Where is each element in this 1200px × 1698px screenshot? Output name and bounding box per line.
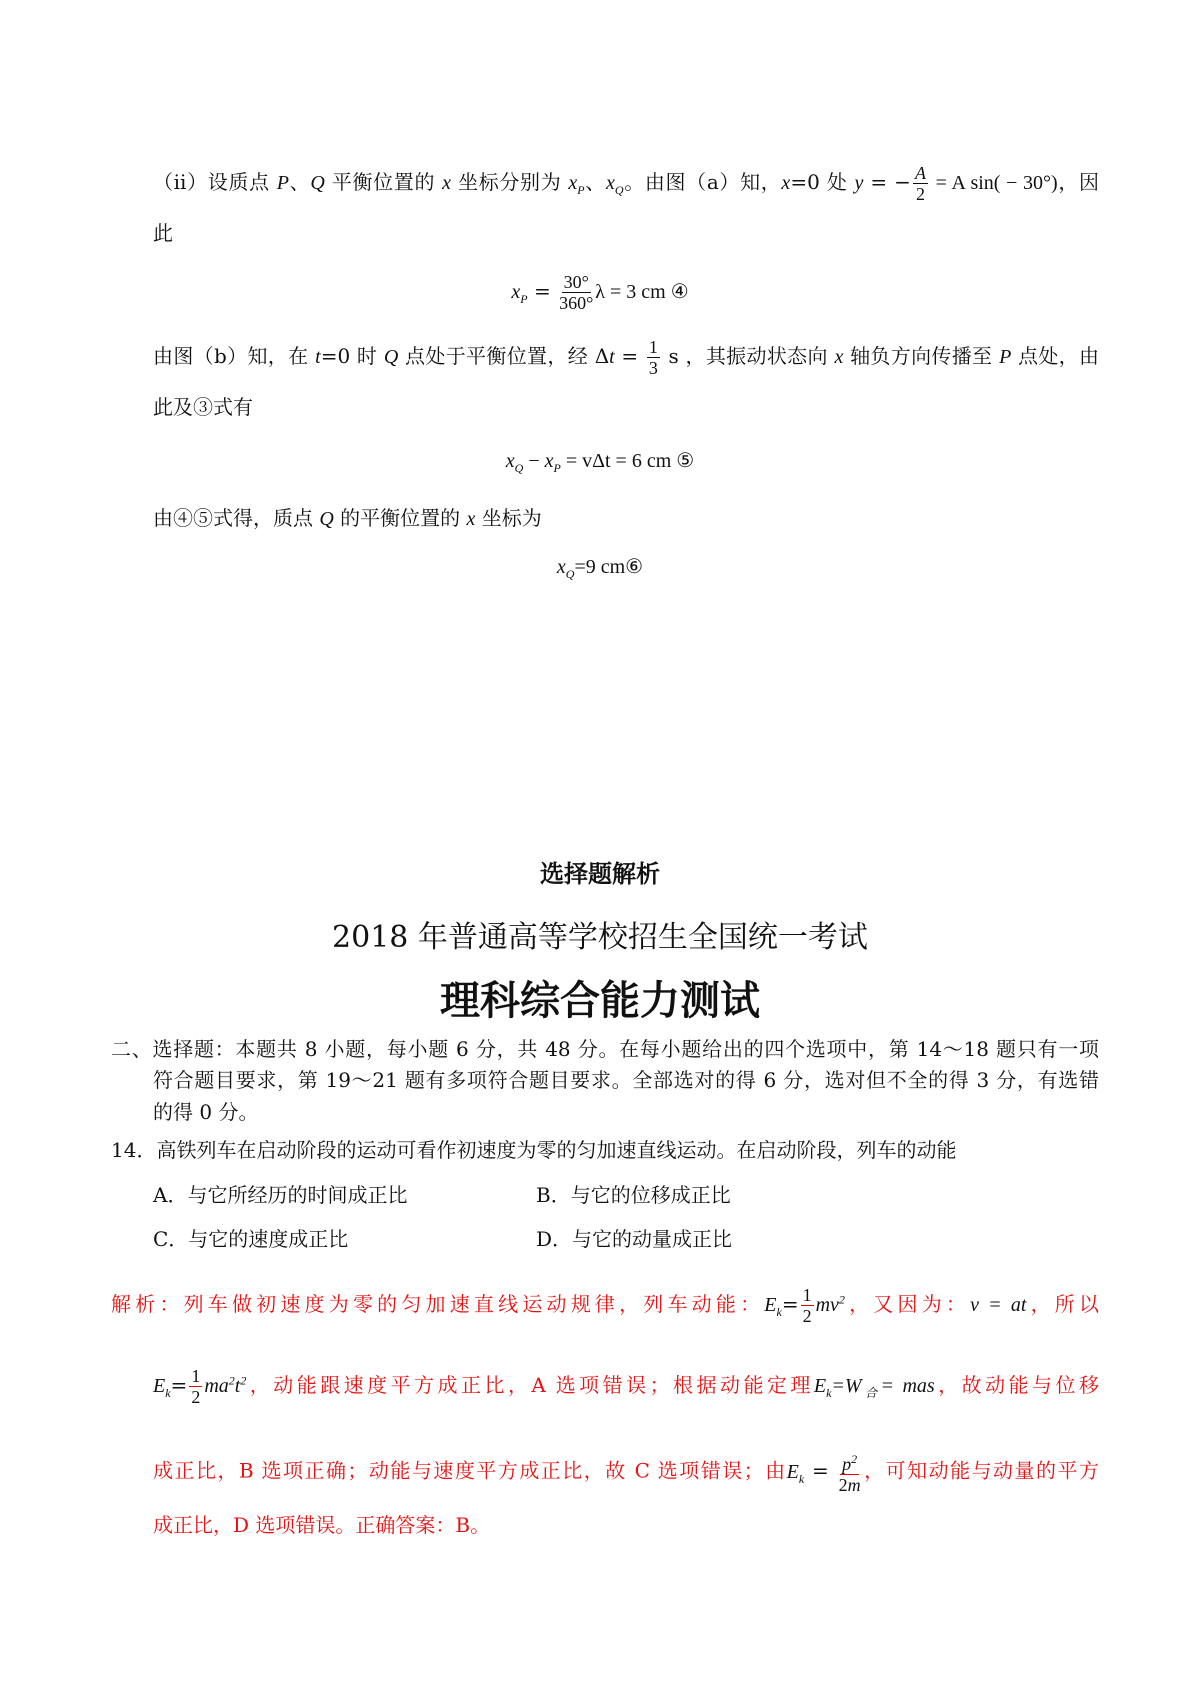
option-a: A．与它所经历的时间成正比 bbox=[153, 1183, 408, 1207]
option-c: C．与它的速度成正比 bbox=[153, 1227, 349, 1251]
instructions-line: 符合题目要求，第 19～21 题有多项符合题目要求。全部选对的得 6 分，选对但不全的得 3 分，有选错 bbox=[153, 1068, 1099, 1092]
option-b: B．与它的位移成正比 bbox=[536, 1183, 731, 1207]
question-stem: 14．高铁列车在启动阶段的运动可看作初速度为零的匀加速直线运动。在启动阶段，列车的动能 bbox=[111, 1138, 957, 1162]
analysis-line: 成正比，D 选项错误。正确答案：B。 bbox=[153, 1513, 491, 1537]
paragraph-line: （ii）设质点 P、Q 平衡位置的 x 坐标分别为 $x_P$、$x_Q$。由图（a）知，x=0 处 y = − $\frac{A}{2}$ = A sin( − 30°)，因 bbox=[153, 163, 1100, 204]
paragraph-line: 此及③式有 bbox=[153, 395, 253, 419]
analysis-line: 成正比，B 选项正确；动能与速度平方成正比，故 C 选项错误；由$E_k$ = $\frac{p^2}{2m}$ ，可知动能与动量的平方 bbox=[153, 1449, 1099, 1495]
equation-5: $x_Q - x_P = v\Delta t = 6$ cm ⑤ bbox=[505, 450, 695, 475]
instructions-line: 二、选择题：本题共 8 小题，每小题 6 分，共 48 分。在每小题给出的四个选项中，第 14～18 题只有一项 bbox=[111, 1037, 1099, 1061]
paragraph-line: 由图（b）知，在 t=0 时 Q 点处于平衡位置，经 Δt = $\frac{1}{3}$ s ，其振动状态向 x 轴负方向传播至 P 点处，由 bbox=[153, 337, 1099, 378]
equation-4: $x_P$ = $\frac{30^\circ}{360^\circ}$ λ = 3 cm ④ bbox=[511, 272, 689, 313]
instructions-line: 的得 0 分。 bbox=[153, 1100, 259, 1124]
analysis-line: $E_k=$ $\frac{1}{2}$ $ma^2t^2$，动能跟速度平方成正比，A 选项错误；根据动能定理$E_k=W_合=$ mas，故动能与位移 bbox=[153, 1366, 1099, 1407]
section-title: 选择题解析 bbox=[540, 860, 660, 888]
subject-title: 理科综合能力测试 bbox=[440, 978, 760, 1024]
paragraph-line: 由④⑤式得，质点 Q 的平衡位置的 x 坐标为 bbox=[153, 506, 542, 530]
option-d: D．与它的动量成正比 bbox=[536, 1227, 733, 1251]
analysis-line: 解析：列车做初速度为零的匀加速直线运动规律，列车动能：$E_k=$ $\frac{1}{2}$ $mv^2$，又因为：v = at，所以 bbox=[111, 1285, 1100, 1326]
paragraph-line: 此 bbox=[153, 221, 173, 245]
exam-title: 2018 年普通高等学校招生全国统一考试 bbox=[332, 920, 868, 955]
equation-6: $x_Q=9$ cm⑥ bbox=[556, 556, 644, 581]
